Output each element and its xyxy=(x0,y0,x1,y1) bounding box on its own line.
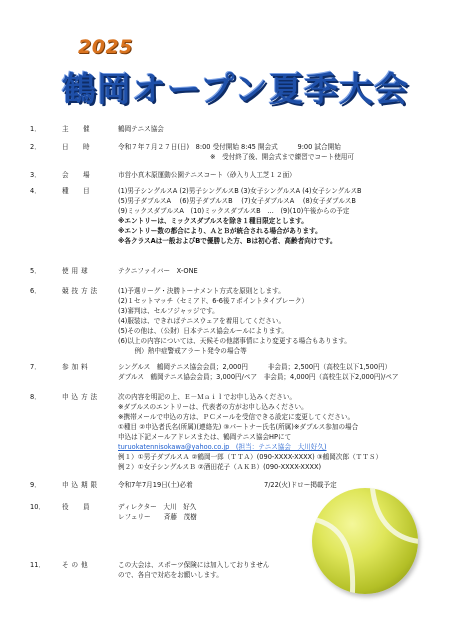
section-value: 鶴岡テニス協会 xyxy=(118,125,164,133)
section-label: 種 目 xyxy=(62,187,90,195)
section-label: 会 場 xyxy=(62,171,90,179)
example-line: 例２）①女子シングルスＢ ②酒田花子（ＡＫＢ）(090-XXXX-XXXX) xyxy=(118,463,322,471)
event-note: ※エントリーは、ミックスダブルスを除き１種目限定とします。 xyxy=(118,217,308,225)
section-number: 8． xyxy=(30,393,41,401)
section-number: 2． xyxy=(30,143,41,151)
schedule-note: ※ 受付終了後、開会式まで練習でコート使用可 xyxy=(210,153,354,161)
application-line: ※ダブルスのエントリーは、代表者の方がお申し込みください。 xyxy=(118,403,308,411)
section-number: 1． xyxy=(30,125,41,133)
section-label: 競 技 方 法 xyxy=(62,287,98,295)
page-title: 鶴岡オープン夏季大会 xyxy=(62,70,409,110)
format-line: (4)服装は、できればテニスウェアを着用してください。 xyxy=(118,317,286,325)
fee-line: ダブルス 鶴岡テニス協会会員；3,000円/ペア 非会員；4,000円（高校生以下2,000円)/ペア xyxy=(118,373,399,381)
section-label: 使 用 球 xyxy=(62,267,88,275)
official-director: ディレクター 大川 好久 xyxy=(118,503,197,511)
tennis-ball-icon xyxy=(312,488,418,594)
application-line: 申込は下記メールアドレスまたは、鶴岡テニス協会HPにて xyxy=(118,433,292,441)
section-number: 6． xyxy=(30,287,41,295)
event-note: ※エントリー数の都合により、ＡとＢが統合される場合があります。 xyxy=(118,227,322,235)
email-link[interactable]: turuokatennisokawa@yahoo.co.jp (担当：テニス協会 大川好久) xyxy=(118,443,327,451)
section-number: 10． xyxy=(30,503,45,511)
section-label: 申 込 期 限 xyxy=(62,481,98,489)
application-line: ※携帯メールで申込の方は、ＰＣメールを受信できる設定に変更してください。 xyxy=(118,413,355,421)
deadline-date: 令和7年7月19日(土)必着 xyxy=(118,481,193,489)
schedule-line: 令和７年７月２７日(日) 8:00 受付開始 8:45 開会式 9:00 試合開始 xyxy=(118,143,341,151)
draw-note: 7/22(火)ドロー掲載予定 xyxy=(264,481,337,489)
section-label: 申 込 方 法 xyxy=(62,393,98,401)
other-line: ので、各自で対応をお願いします。 xyxy=(118,571,223,579)
format-line: 例）熱中症警戒アラート発令の場合等 xyxy=(128,347,247,355)
application-line: 次の内容を明記の上、Ｅ－Ｍａｉｌでお申し込みください。 xyxy=(118,393,297,401)
other-line: この大会は、スポーツ保険には加入しておりません xyxy=(118,561,270,569)
section-label: 日 時 xyxy=(62,143,90,151)
section-value: テクニファイバー X-ONE xyxy=(118,267,198,275)
section-number: 7． xyxy=(30,363,41,371)
format-line: (6)以上の内容については、天候その他諸事情により変更する場合もあります。 xyxy=(118,337,351,345)
fee-line: シングルス 鶴岡テニス協会会員；2,000円 非会員；2,500円（高校生以下1,500円） xyxy=(118,363,392,371)
format-line: (5)その他は、（公財）日本テニス協会ルールによります。 xyxy=(118,327,288,335)
section-label: 主 催 xyxy=(62,125,90,133)
section-label: 役 員 xyxy=(62,503,90,511)
event-line: (1)男子シングルスA (2)男子シングルスB (3)女子シングルスA (4)女子シングルスB xyxy=(118,187,362,195)
format-line: (1)予選リーグ・決勝トーナメント方式を原則とします。 xyxy=(118,287,285,295)
section-number: 11． xyxy=(30,561,45,569)
event-note: ※各クラスAは一般およびBで優勝した方、Bは初心者、高齢者向けです。 xyxy=(118,237,337,245)
format-line: (2)１セットマッチ（セミアド、6-6後７ポイントタイブレーク） xyxy=(118,297,309,305)
official-referee: レフェリー 斉藤 茂樹 xyxy=(118,513,197,521)
section-label: 参 加 料 xyxy=(62,363,88,371)
section-label: そ の 他 xyxy=(62,561,88,569)
year-heading: 2025 xyxy=(78,36,133,58)
section-number: 5． xyxy=(30,267,41,275)
event-line: (5)男子ダブルスA (6)男子ダブルスB (7)女子ダブルスA (8)女子ダブルスB xyxy=(118,197,356,205)
section-number: 3． xyxy=(30,171,41,179)
section-number: 4． xyxy=(30,187,41,195)
example-line: 例１）①男子ダブルスＡ ②鶴岡一郎（ＴＴＡ）(090-XXXX-XXXX) ③鶴岡次郎（ＴＴＳ） xyxy=(118,453,383,461)
format-line: (3)審判は、セルフジャッジです。 xyxy=(118,307,219,315)
section-value: 市営小真木原運動公園テニスコート（砂入り人工芝１２面） xyxy=(118,171,296,179)
application-line: ①種目 ②申込者氏名(所属)(連絡先) ③パートナー氏名(所属)※ダブルス参加の場合 xyxy=(118,423,359,431)
event-line: (9)ミックスダブルスA (10)ミックスダブルスB … (9)(10)午後からの予定 xyxy=(118,207,350,215)
section-number: 9． xyxy=(30,481,41,489)
